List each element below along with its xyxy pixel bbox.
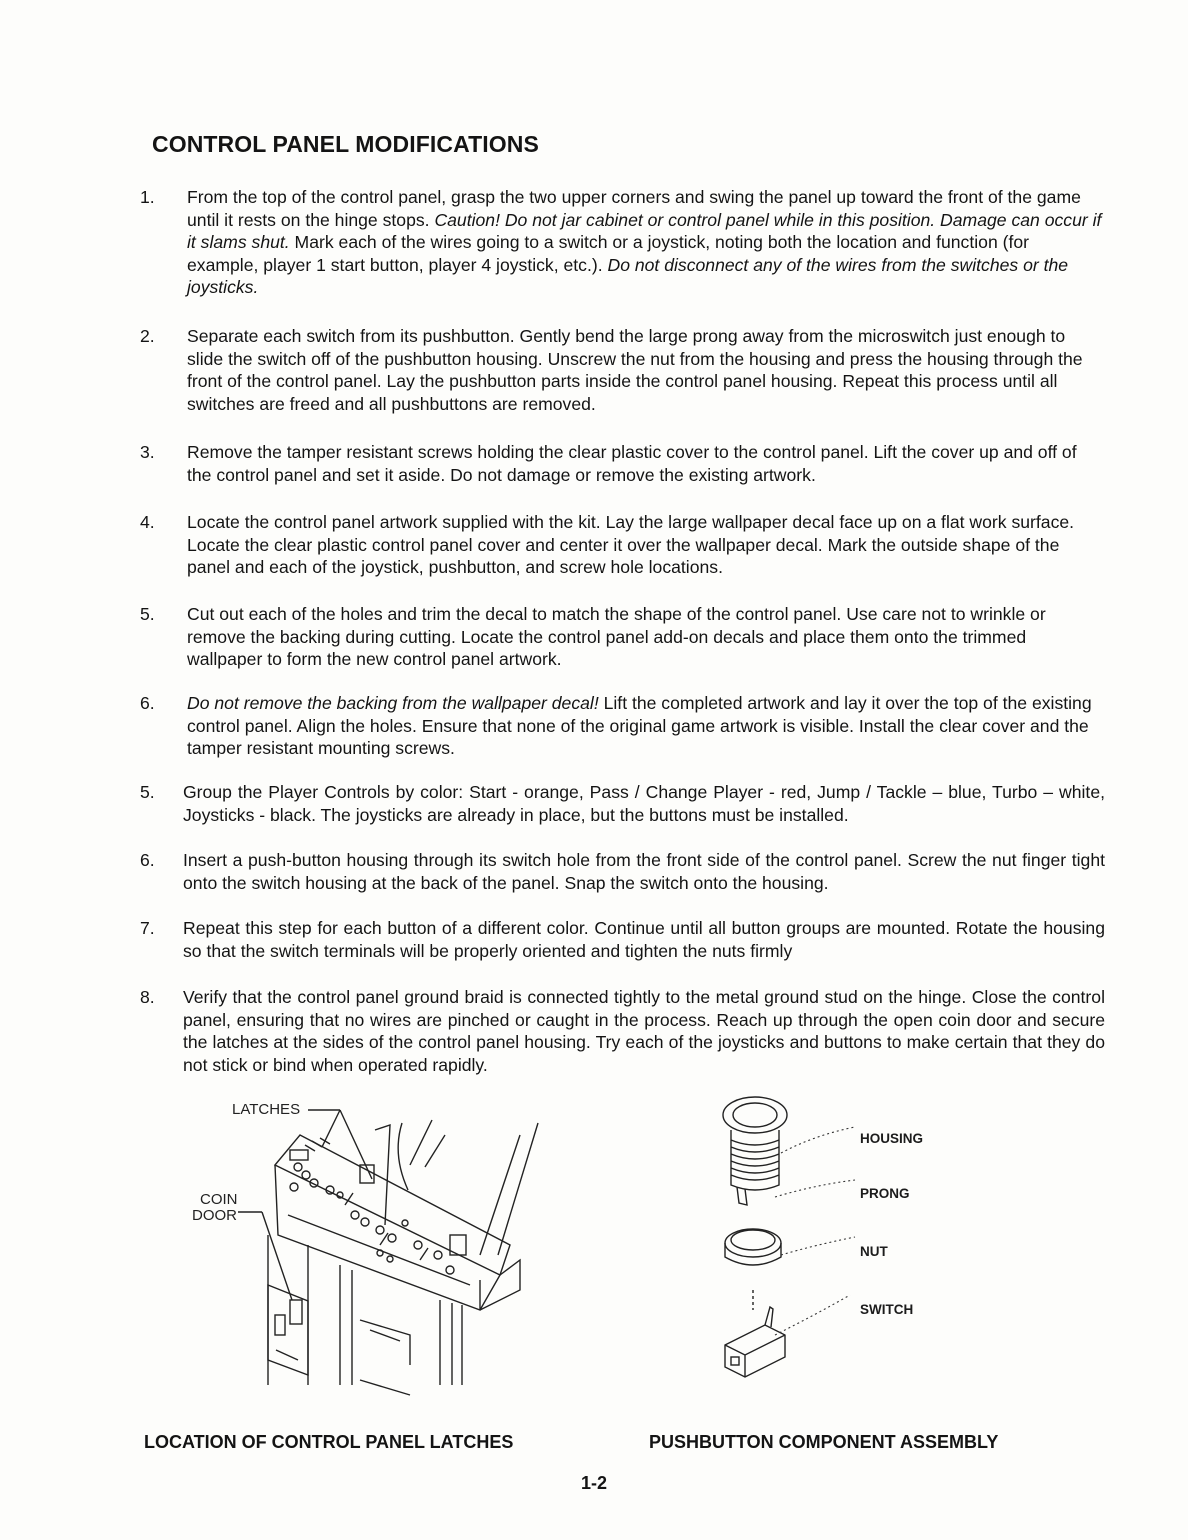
step-text: Verify that the control panel ground braid is connected tightly to the metal ground stud on the hinge. Close the control panel, ensuring that no wires are pinched or caught in the process. Reach up through the open coin door and secure the latches at the sides of the control panel housing. Try each of the joysticks and buttons to make certain that they do not stick or bind when operated rapidly. (183, 987, 1105, 1075)
right-figure-caption: PUSHBUTTON COMPONENT ASSEMBLY (649, 1432, 999, 1452)
step-text: Group the Player Controls by color: Start - orange, Pass / Change Player - red, Jump / Tackle – blue, Turbo – white, Joysticks - black. The joysticks are already in place, but the buttons must be installed. (183, 782, 1105, 825)
page-number: 1-2 (580, 1473, 607, 1493)
step-number: 5. (140, 604, 155, 624)
step-text: Insert a push-button housing through its switch hole from the front side of the control panel. Screw the nut finger tight onto the switch housing at the back of the panel. Snap the switch onto the housing. (183, 850, 1105, 893)
step-item (140, 849, 1105, 894)
step-number: 7. (140, 918, 155, 938)
prong-label: PRONG (860, 1186, 910, 1201)
step-number: 6. (140, 850, 155, 870)
step-number: 1. (140, 187, 155, 207)
step-text: Locate the control panel artwork supplied with the kit. Lay the large wallpaper decal face up on a flat work surface. Locate the clear plastic control panel cover and center it over the wallpaper decal. Mark the outside shape of the panel and each of the joystick, pushbutton, and screw hole locations. (187, 512, 1075, 578)
step-text: Repeat this step for each button of a different color. Continue until all button groups are mounted. Rotate the housing so that the switch terminals will be properly oriented and tighten the nuts firmly (183, 918, 1105, 961)
step-number: 4. (140, 512, 155, 532)
step-text: Cut out each of the holes and trim the decal to match the shape of the control panel. Use care not to wrinkle or remove the backing during cutting. Locate the control panel add-on decals and place them onto the trimmed wallpaper to form the new control panel artwork. (187, 604, 1046, 670)
left-figure-caption: LOCATION OF CONTROL PANEL LATCHES (144, 1432, 514, 1452)
step-item (140, 917, 1105, 962)
step-text: Do not remove the backing from the wallpaper decal! Lift the completed artwork and lay it over the top of the existing control panel. Align the holes. Ensure that none of the original game artwork is visible. Install the clear cover and the tamper resistant mounting screws. (187, 693, 1092, 759)
latches-label: LATCHES (232, 1101, 301, 1118)
door-label: DOOR (192, 1207, 237, 1224)
step-item (140, 692, 1105, 760)
cabinet-illustration (180, 1095, 600, 1395)
step-item (140, 186, 1105, 299)
switch-label: SWITCH (860, 1302, 914, 1317)
step-number: 6. (140, 693, 155, 713)
step-item (140, 781, 1105, 826)
step-text: From the top of the control panel, grasp the two upper corners and swing the panel up toward the front of the game until it rests on the hinge stops. Caution! Do not jar cabinet or control panel while in this position. Damage can occur if it slams shut. Mark each of the wires going to a switch or a joystick, noting both the location and function (for example, player 1 start button, player 4 joystick, etc.). Do not disconnect any of the wires from the switches or the joysticks. (187, 187, 1102, 298)
housing-label: HOUSING (860, 1131, 924, 1146)
step-text: Remove the tamper resistant screws holding the clear plastic cover to the control panel. Lift the cover up and off of the control panel and set it aside. Do not damage or remove the existing artwork. (187, 442, 1077, 485)
step-item (140, 441, 1105, 486)
step-item (140, 986, 1105, 1076)
step-item (140, 325, 1105, 415)
coin-label: COIN (200, 1191, 238, 1208)
step-item (140, 511, 1105, 579)
nut-label: NUT (860, 1244, 888, 1259)
step-item (140, 603, 1105, 671)
step-number: 8. (140, 987, 155, 1007)
pushbutton-assembly-illustration (715, 1095, 865, 1395)
step-number: 3. (140, 442, 155, 462)
step-number: 5. (140, 782, 155, 802)
step-number: 2. (140, 326, 155, 346)
step-text: Separate each switch from its pushbutton. Gently bend the large prong away from the microswitch just enough to slide the switch off of the pushbutton housing. Unscrew the nut from the housing and press the housing through the front of the control panel. Lay the pushbutton parts inside the control panel housing. Repeat this process until all switches are freed and all pushbuttons are removed. (187, 326, 1083, 414)
page-title: CONTROL PANEL MODIFICATIONS (152, 131, 539, 157)
